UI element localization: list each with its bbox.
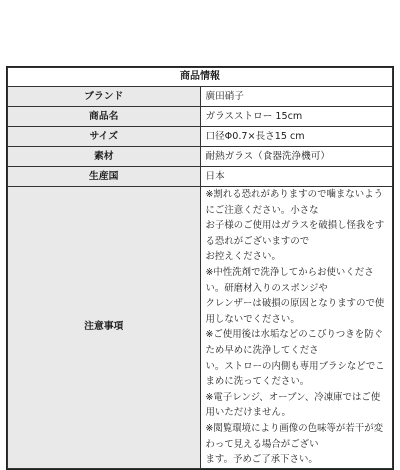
table-row-material xyxy=(8,147,393,167)
row-value-material: 耐熱ガラス（食器洗浄機可） xyxy=(200,147,393,167)
row-label-material: 素材 xyxy=(8,147,201,167)
row-label-origin: 生産国 xyxy=(8,167,201,187)
table-row-product-name xyxy=(8,107,393,127)
note-line: い。ストローの内側も専用ブラシなどでこまめに洗ってください。 xyxy=(205,360,385,388)
row-value-size: 口径Φ0.7×長さ15 cm xyxy=(200,127,393,147)
note-line: お子様のご使用はガラスを破損し怪我をする恐れがございますので xyxy=(205,220,385,247)
row-label-notes: 注意事項 xyxy=(8,187,201,469)
row-label-brand: ブランド xyxy=(8,87,201,107)
note-line: ※割れる恐れがありますので噛まないようにご注意ください。小さな xyxy=(205,189,384,216)
note-line: ※電子レンジ、オーブン、冷凍庫ではご使用いただけません。 xyxy=(205,391,381,419)
note-line: お控えください。 xyxy=(205,251,281,263)
table-header-row xyxy=(8,68,393,87)
row-value-origin: 日本 xyxy=(200,167,393,187)
note-line: ます。予めご了承下さい。 xyxy=(205,454,318,466)
notes-cell xyxy=(200,187,393,469)
table-row-size xyxy=(8,127,393,147)
table-row-origin xyxy=(8,167,393,187)
note-line: ※閲覧環境により画像の色味等が若干が変わって見える場合がござい xyxy=(205,422,384,450)
product-info-table xyxy=(7,67,393,469)
row-value-product-name: ガラスストロー 15cm xyxy=(200,107,393,127)
product-info-sheet xyxy=(6,66,394,470)
table-row-notes xyxy=(8,187,393,469)
row-value-brand: 廣田硝子 xyxy=(200,87,393,107)
row-label-product-name: 商品名 xyxy=(8,107,201,127)
table-row-brand xyxy=(8,87,393,107)
row-label-size: サイズ xyxy=(8,127,201,147)
note-line: クレンザーは破損の原因となりますので使用しないでください。 xyxy=(205,298,385,325)
note-line: ※中性洗剤で洗浄してからお使いください。研磨材入りのスポンジや xyxy=(205,266,374,294)
note-line: ※ご使用後は水垢などのこびりつきを防ぐため早めに洗浄してくださ xyxy=(205,329,384,356)
table-title: 商品情報 xyxy=(8,68,393,87)
